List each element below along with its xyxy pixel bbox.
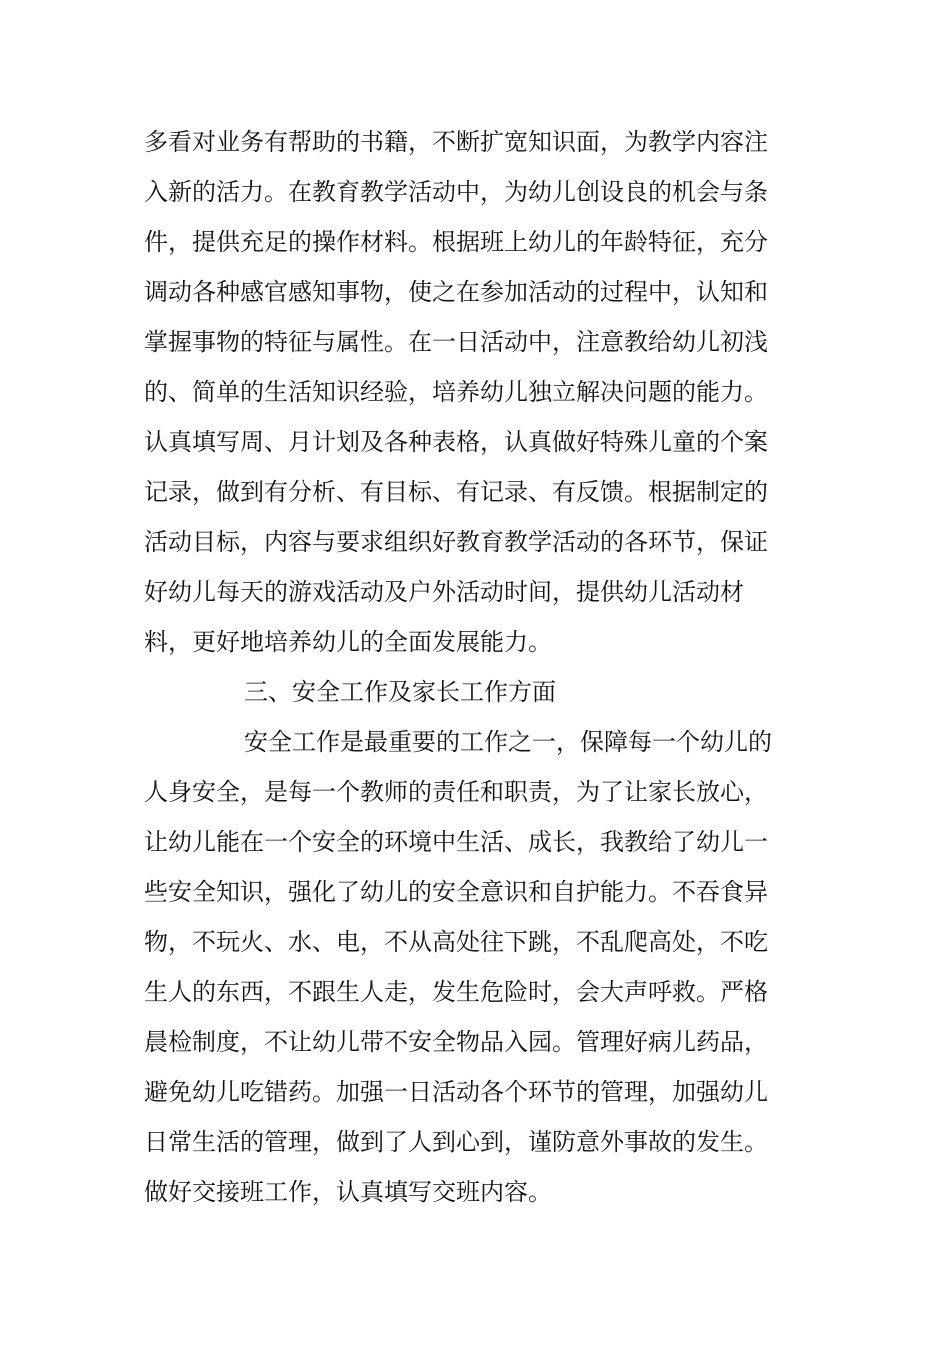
text-line: 好幼儿每天的游戏活动及户外活动时间，提供幼儿活动材	[144, 578, 744, 606]
section-heading: 三、安全工作及家长工作方面	[244, 678, 556, 706]
text-line: 晨检制度，不让幼儿带不安全物品入园。管理好病儿药品，	[144, 1028, 768, 1056]
text-line: 让幼儿能在一个安全的环境中生活、成长，我教给了幼儿一	[144, 828, 768, 856]
text-line: 避免幼儿吃错药。加强一日活动各个环节的管理，加强幼儿	[144, 1078, 768, 1106]
text-line: 做好交接班工作，认真填写交班内容。	[144, 1178, 552, 1206]
text-line: 调动各种感官感知事物，使之在参加活动的过程中，认知和	[144, 278, 768, 306]
text-line: 的、简单的生活知识经验，培养幼儿独立解决问题的能力。	[144, 378, 768, 406]
text-line: 安全工作是最重要的工作之一，保障每一个幼儿的	[244, 728, 772, 756]
text-line: 掌握事物的特征与属性。在一日活动中，注意教给幼儿初浅	[144, 328, 768, 356]
text-line: 料，更好地培养幼儿的全面发展能力。	[144, 628, 552, 656]
text-line: 入新的活力。在教育教学活动中，为幼儿创设良的机会与条	[144, 178, 768, 206]
text-line: 件，提供充足的操作材料。根据班上幼儿的年龄特征，充分	[144, 228, 768, 256]
text-line: 日常生活的管理，做到了人到心到，谨防意外事故的发生。	[144, 1128, 768, 1156]
text-line: 活动目标，内容与要求组织好教育教学活动的各环节，保证	[144, 528, 768, 556]
text-line: 记录，做到有分析、有目标、有记录、有反馈。根据制定的	[144, 478, 768, 506]
text-line: 物，不玩火、水、电，不从高处往下跳，不乱爬高处，不吃	[144, 928, 768, 956]
text-line: 生人的东西，不跟生人走，发生危险时，会大声呼救。严格	[144, 978, 768, 1006]
text-line: 多看对业务有帮助的书籍，不断扩宽知识面，为教学内容注	[144, 128, 768, 156]
text-line: 人身安全，是每一个教师的责任和职责，为了让家长放心，	[144, 778, 768, 806]
text-line: 些安全知识，强化了幼儿的安全意识和自护能力。不吞食异	[144, 878, 768, 906]
text-line: 认真填写周、月计划及各种表格，认真做好特殊儿童的个案	[144, 428, 768, 456]
